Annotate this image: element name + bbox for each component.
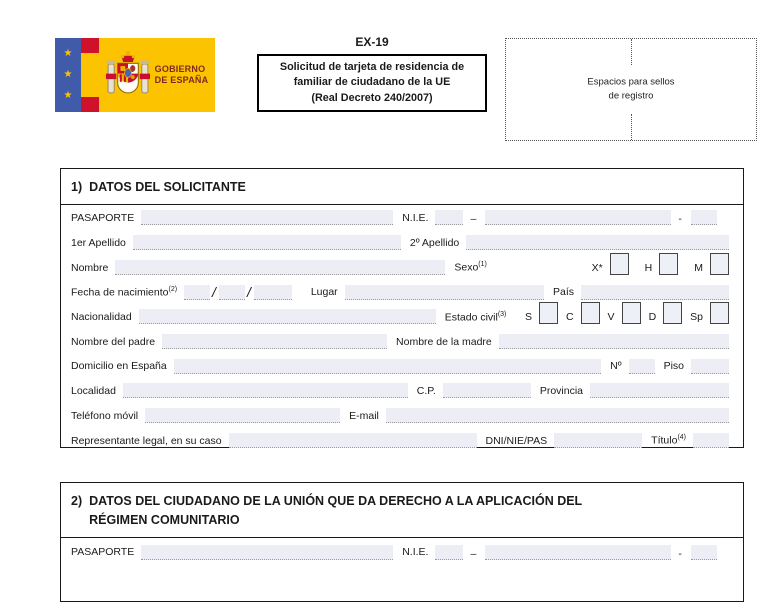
civil-status-label: Estado civil$^{(3)}$ [444,310,507,324]
s1-name-input[interactable] [115,260,445,275]
form-code: EX-19 [355,35,389,49]
s1-mother-name-input[interactable] [499,334,729,349]
s1-nie-prefix-input[interactable] [435,210,463,225]
form-title-line: (Real Decreto 240/2007) [311,91,433,104]
civil-v-checkbox[interactable] [622,302,641,324]
section-eu-citizen-data [60,482,744,602]
address-row [61,353,743,378]
s1-locality-input[interactable] [123,383,408,398]
civil-v-label: V [607,311,615,324]
nationality-label: Nacionalidad [71,311,132,324]
gobierno-espana-logo [55,38,215,112]
separator-dash: – [470,213,477,226]
s1-birth-year-input[interactable] [254,285,292,300]
s1-birth-day-input[interactable] [184,285,210,300]
eu-star-icon: ★ [63,90,73,101]
passport-row [61,538,743,564]
sex-m-label: M [694,261,703,274]
stamp-box-label: Espacios para sellos de registro [587,75,675,102]
logo-agency-name: GOBIERNO DE ESPAÑA [154,63,209,85]
date-slash: / [212,283,216,300]
sex-label: Sexo$^{(1)}$ [454,261,487,274]
passport-label: PASAPORTE [71,212,135,225]
contact-row [61,402,743,427]
civil-s-label: S [524,311,532,324]
address-floor-label: Piso [663,360,684,373]
civil-sp-label: Sp [690,311,703,324]
passport-row [61,205,743,230]
coat-of-arms-icon [106,46,150,104]
s2-nie-prefix-input[interactable] [435,545,463,560]
father-name-label: Nombre del padre [71,335,156,348]
s1-nationality-input[interactable] [139,309,436,324]
locality-row [61,378,743,403]
s1-surname2-input[interactable] [466,235,729,250]
separator-dash: - [678,213,682,226]
sex-x-checkbox[interactable] [610,253,629,275]
registry-stamp-box [505,38,757,141]
form-title-line: Solicitud de tarjeta de residencia de [279,60,465,73]
logo-body [99,38,215,112]
eu-star-icon: ★ [63,48,73,59]
address-label: Domicilio en España [71,360,167,373]
section1-header [61,169,743,205]
section1-number: 1) [71,180,83,194]
section2-title: DATOS DEL CIUDADANO DE LA UNIÓN QUE DA DERECHO A LA APLICACIÓN DEL RÉGIMEN COMUNITARIO [89,494,583,527]
postal-code-label: C.P. [416,385,436,398]
s1-passport-input[interactable] [141,210,393,225]
civil-d-checkbox[interactable] [663,302,682,324]
civil-d-label: D [648,311,657,324]
s1-rep-title-input[interactable] [693,433,729,448]
name-sex-row [61,254,743,279]
eu-flag-band [55,38,81,112]
s1-address-floor-input[interactable] [691,359,729,374]
section2-number: 2) [71,494,83,508]
sex-h-label: H [644,261,653,274]
eu-star-icon: ★ [63,69,73,80]
rep-id-label: DNI/NIE/PAS [485,434,548,447]
stamp-box-divider [631,114,632,140]
s2-passport-input[interactable] [141,545,393,560]
civil-c-label: C [565,311,574,324]
s1-mobile-phone-input[interactable] [145,408,340,423]
separator-dash: - [678,547,682,560]
s1-legal-rep-input[interactable] [229,433,477,448]
section1-title: DATOS DEL SOLICITANTE [89,180,246,194]
parents-row [61,328,743,353]
s1-birthplace-input[interactable] [345,285,544,300]
s1-email-input[interactable] [386,408,729,423]
s1-address-number-input[interactable] [629,359,655,374]
birthdate-row [61,279,743,304]
s1-province-input[interactable] [590,383,729,398]
mobile-phone-label: Teléfono móvil [71,409,139,422]
civil-c-checkbox[interactable] [581,302,600,324]
name-label: Nombre [71,261,109,274]
rep-title-label: Título$^{(4)}$ [651,434,686,447]
s1-father-name-input[interactable] [162,334,387,349]
surname1-label: 1er Apellido [71,237,126,249]
section2-header [61,483,743,538]
surname2-label: 2º Apellido [409,237,460,249]
spain-flag-stripe [81,38,99,112]
legal-rep-row [61,427,743,452]
nationality-civil-row [61,304,743,329]
birthcountry-label: País [552,286,574,299]
s2-nie-number-input[interactable] [485,545,671,560]
sex-m-checkbox[interactable] [710,253,729,275]
sex-h-checkbox[interactable] [659,253,678,275]
stamp-box-divider [631,39,632,65]
locality-label: Localidad [71,385,116,398]
surname-row [61,229,743,254]
section-applicant-data [60,168,744,448]
s1-birth-month-input[interactable] [219,285,245,300]
separator-dash: – [470,547,477,560]
address-number-label: Nº [610,360,622,373]
s1-nie-number-input[interactable] [485,210,671,225]
passport-label: PASAPORTE [71,546,135,559]
mother-name-label: Nombre de la madre [396,335,492,348]
civil-sp-checkbox[interactable] [710,302,729,324]
date-slash: / [246,283,251,300]
s1-surname1-input[interactable] [133,235,401,250]
province-label: Provincia [539,385,583,398]
civil-s-checkbox[interactable] [539,302,558,324]
birthplace-label: Lugar [310,286,338,299]
legal-rep-label: Representante legal, en su caso [71,434,222,447]
s1-rep-id-input[interactable] [554,433,642,448]
s1-nie-check-input[interactable] [691,210,717,225]
s1-postal-code-input[interactable] [443,383,531,398]
nie-label: N.I.E. [402,546,429,559]
s2-nie-check-input[interactable] [691,545,717,560]
email-label: E-mail [349,409,379,422]
sex-x-label: X* [591,261,603,274]
s1-birthcountry-input[interactable] [581,285,729,300]
form-title-line: familiar de ciudadano de la UE [293,76,451,89]
s1-address-input[interactable] [174,359,601,374]
nie-label: N.I.E. [402,212,429,225]
birthdate-label: Fecha de nacimiento$^{(2)}$ [71,285,178,299]
form-title-box [257,54,487,112]
